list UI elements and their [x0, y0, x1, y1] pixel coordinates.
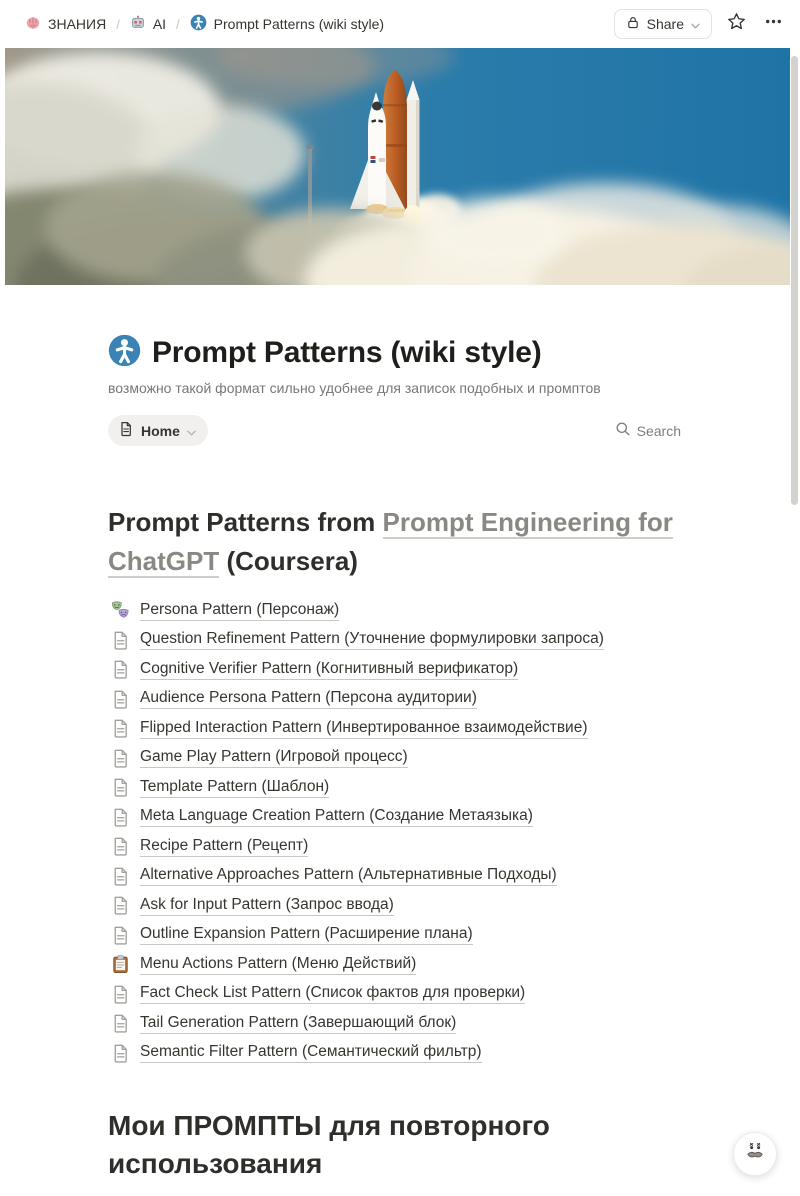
breadcrumb	[18, 11, 391, 37]
page-icon	[110, 718, 131, 739]
page-link-list	[108, 596, 681, 1068]
search-label: Search	[636, 422, 681, 439]
page-link-item[interactable]	[108, 626, 681, 656]
breadcrumb-item-knowledge[interactable]	[18, 12, 113, 37]
breadcrumb-separator: /	[176, 16, 180, 32]
page-link-label: Cognitive Verifier Pattern (Когнитивный верификатор)	[140, 660, 518, 680]
page-link-item[interactable]	[108, 596, 681, 626]
page-link-label: Tail Generation Pattern (Завершающий блок)	[140, 1014, 456, 1034]
page-link-item[interactable]	[108, 714, 681, 744]
page-icon	[110, 925, 131, 946]
page-icon	[110, 1043, 131, 1064]
brain-icon	[25, 15, 41, 34]
page-link-label: Persona Pattern (Персонаж)	[140, 601, 339, 621]
theater-masks-icon	[110, 600, 131, 621]
page-icon	[110, 836, 131, 857]
page-link-item[interactable]	[108, 1039, 681, 1069]
page-icon	[110, 1013, 131, 1034]
search-button[interactable]	[615, 421, 681, 440]
section-heading	[108, 503, 681, 581]
page-link-label: Fact Check List Pattern (Список фактов для проверки)	[140, 984, 525, 1004]
page-link-label: Flipped Interaction Pattern (Инвертированное взаимодействие)	[140, 719, 588, 739]
star-icon	[727, 12, 746, 36]
page-title: Prompt Patterns (wiki style)	[152, 336, 542, 369]
page-icon	[110, 630, 131, 651]
page-subtitle: возможно такой формат сильно удобнее для записок подобных и промптов	[108, 380, 601, 396]
coursera-course-link[interactable]: Prompt Engineering for ChatGPT	[108, 507, 673, 576]
page-link-item[interactable]	[108, 773, 681, 803]
breadcrumb-label: AI	[152, 16, 167, 32]
page-link-label: Ask for Input Pattern (Запрос ввода)	[140, 896, 394, 916]
breadcrumb-label: Prompt Patterns (wiki style)	[213, 16, 385, 32]
more-options-button[interactable]	[761, 9, 786, 39]
topbar-actions	[614, 9, 786, 39]
chevron-down-icon	[187, 423, 196, 439]
page-link-label: Game Play Pattern (Игровой процесс)	[140, 748, 408, 768]
page-link-item[interactable]	[108, 832, 681, 862]
lock-icon	[626, 15, 640, 33]
chevron-down-icon	[691, 16, 700, 32]
search-icon	[615, 421, 631, 440]
page-link-label: Question Refinement Pattern (Уточнение формулировки запроса)	[140, 630, 604, 650]
page-link-item[interactable]	[108, 803, 681, 833]
page-link-item[interactable]	[108, 862, 681, 892]
breadcrumb-item-current-page[interactable]	[183, 11, 391, 37]
clipboard-icon	[110, 954, 131, 975]
page-icon	[110, 748, 131, 769]
page-link-label: Semantic Filter Pattern (Семантический фильтр)	[140, 1043, 482, 1063]
heading-text: Prompt Patterns from	[108, 507, 383, 537]
cover-image	[5, 48, 790, 285]
page-icon	[110, 659, 131, 680]
shuttle-launch-illustration	[5, 48, 790, 285]
page-icon	[110, 807, 131, 828]
page-icon	[110, 895, 131, 916]
heading-text: (Coursera)	[219, 546, 358, 576]
breadcrumb-separator: /	[116, 16, 120, 32]
home-tab-button[interactable]	[108, 415, 208, 446]
top-bar	[0, 0, 800, 48]
page-icon	[110, 777, 131, 798]
notion-ai-button[interactable]	[733, 1132, 777, 1176]
page-link-item[interactable]	[108, 921, 681, 951]
page-link-label: Audience Persona Pattern (Персона аудитории)	[140, 689, 477, 709]
page-link-label: Template Pattern (Шаблон)	[140, 778, 329, 798]
page-icon	[110, 984, 131, 1005]
page-link-label: Alternative Approaches Pattern (Альтернативные Подходы)	[140, 866, 557, 886]
ai-face-icon	[742, 1139, 768, 1170]
page-link-item[interactable]	[108, 1009, 681, 1039]
accessibility-icon[interactable]	[108, 334, 141, 372]
ellipsis-icon	[764, 12, 783, 36]
robot-icon	[130, 15, 146, 34]
page-icon	[110, 866, 131, 887]
page-link-item[interactable]	[108, 950, 681, 980]
accessibility-icon	[190, 14, 207, 34]
page-content	[108, 285, 681, 1183]
title-block	[108, 334, 681, 372]
page-link-item[interactable]	[108, 655, 681, 685]
page-link-item[interactable]	[108, 980, 681, 1010]
favorite-star-button[interactable]	[724, 9, 749, 39]
page-link-item[interactable]	[108, 685, 681, 715]
page-link-label: Recipe Pattern (Рецепт)	[140, 837, 308, 857]
section-heading-my-prompts: Мои ПРОМПТЫ для повторного использования	[108, 1110, 550, 1179]
share-button[interactable]	[614, 9, 712, 39]
page-link-item[interactable]	[108, 891, 681, 921]
vertical-scrollbar[interactable]	[791, 56, 798, 505]
page-link-item[interactable]	[108, 744, 681, 774]
breadcrumb-item-ai[interactable]	[123, 12, 173, 37]
document-icon	[118, 421, 134, 440]
home-tab-label: Home	[141, 422, 180, 439]
page-link-label: Outline Expansion Pattern (Расширение плана)	[140, 925, 473, 945]
page-nav-row	[108, 415, 681, 446]
page-icon	[110, 689, 131, 710]
share-label: Share	[646, 16, 684, 32]
page-link-label: Meta Language Creation Pattern (Создание Метаязыка)	[140, 807, 533, 827]
page-link-label: Menu Actions Pattern (Меню Действий)	[140, 955, 416, 975]
breadcrumb-label: ЗНАНИЯ	[48, 16, 107, 32]
